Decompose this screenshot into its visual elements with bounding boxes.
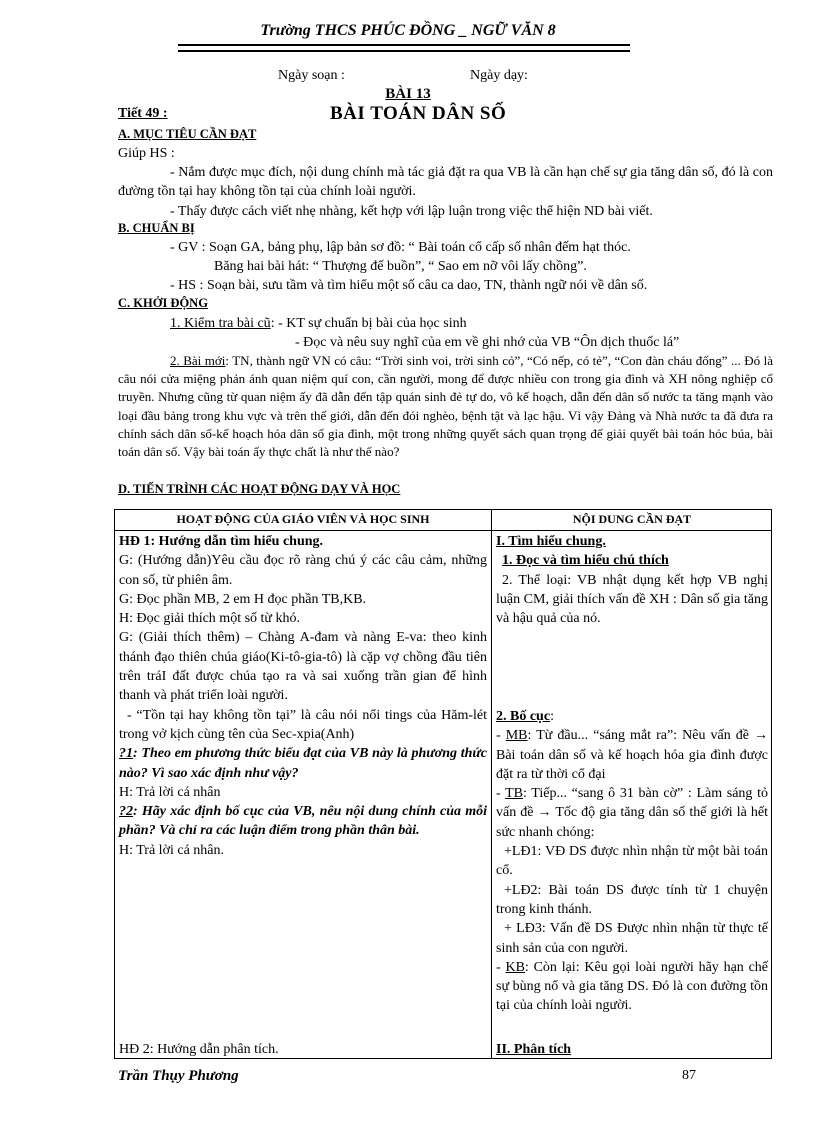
lesson-activity-table <box>114 509 772 1059</box>
activity-1-heading: HĐ 1: Hướng dẫn tìm hiểu chung. <box>119 534 324 549</box>
activities-column <box>119 532 487 860</box>
content-heading-1-1: 1. Đọc và tìm hiểu chú thích <box>502 553 669 569</box>
content-mb: - MB: Từ đầu... “sáng mắt ra”: Nêu vấn đề → Bài toán dân số và kế hoạch hóa gia đình được đặt ra từ thời cổ đại <box>496 728 769 782</box>
activity-line: H: Đọc giải thích một số từ khó. <box>119 611 301 627</box>
section-a-objective-1: - Nắm được mục đích, nội dung chính mà tác giả đặt ra qua VB là cần hạn chế sự gia tăng dân số, đó là con đường tồn tại hay không tồn tại của chính loài người. <box>118 165 773 199</box>
section-b-gv: - GV : Soạn GA, bảng phụ, lập bản sơ đồ: “ Bài toán cổ cấp số nhân đếm hạt thóc. <box>170 240 631 255</box>
new-lesson-label: 2. Bài mới <box>170 353 226 368</box>
content-heading-analysis: II. Phân tích <box>496 1042 572 1057</box>
activity-line: G: Đọc phần MB, 2 em H đọc phần TB,KB. <box>119 591 367 607</box>
content-ld3: + LĐ3: Vấn đề DS Được nhìn nhận từ thực tế sinh sản của con người. <box>496 921 768 956</box>
mb-text: : Từ đầu... “sáng mắt ra”: Nêu vấn đề → Bài toán dân số và kế hoạch hóa gia đình được đặt ra từ thời cổ đại <box>496 728 769 782</box>
check-old-lesson <box>170 315 770 334</box>
section-a-intro: Giúp HS : <box>118 146 175 161</box>
question-1-text: : Theo em phương thức biểu đạt của VB này là phương thức nào? Vì sao xác định như vậy? <box>119 746 487 781</box>
section-b-hs: - HS : Soạn bài, sưu tầm và tìm hiểu một số câu ca dao, TN, thành ngữ nói về dân số. <box>170 278 648 293</box>
check-old-lesson-1: : - KT sự chuẩn bị bài của học sinh <box>270 316 467 331</box>
lesson-title: BÀI TOÁN DÂN SỐ <box>330 103 507 124</box>
check-old-lesson-2: - Đọc và nêu suy nghĩ của em về ghi nhớ của VB “Ôn dịch thuốc lá” <box>295 335 680 350</box>
tb-label: TB <box>505 786 523 802</box>
tb-text: : Tiếp... “sang ô 31 bàn cờ” : Làm sáng tỏ vấn đề → Tốc độ gia tăng dân số thế giới là hết sức nhanh chóng: <box>496 786 768 840</box>
section-b-songs: Băng hai bài hát: “ Thượng đế buồn”, “ Sao em nỡ vôi lấy chồng”. <box>214 259 587 274</box>
colon: : <box>550 709 554 724</box>
activity-line: H: Trả lời cá nhân <box>119 784 221 800</box>
section-a-objective-2: - Thấy được cách viết nhẹ nhàng, kết hợp với lập luận trong việc thể hiện ND bài viết. <box>170 204 653 219</box>
header-divider <box>178 44 630 52</box>
content-ld2: +LĐ2: Bài toán DS được tính từ 1 chuyện trong kinh thánh. <box>496 882 768 917</box>
kb-text: : Còn lại: Kêu gọi loài người hãy hạn chế sự bùng nổ và gia tăng DS. Đó là con đường tồn tại của chính loài người. <box>496 959 768 1014</box>
page-header: Trường THCS PHÚC ĐỒNG _ NGỮ VĂN 8 <box>260 22 556 39</box>
content-heading-2: 2. Bố cục <box>496 709 551 724</box>
date-taught: Ngày dạy: <box>470 68 528 83</box>
col-header-content: NỘI DUNG CẦN ĐẠT <box>572 512 692 526</box>
col-header-activities: HOẠT ĐỘNG CỦA GIÁO VIÊN VÀ HỌC SINH <box>176 512 430 526</box>
check-old-lesson-label: 1. Kiểm tra bài cũ <box>170 316 271 331</box>
question-2-number: ?2 <box>119 804 133 820</box>
content-ld1: +LĐ1: VĐ DS được nhìn nhận từ một bài toán cổ. <box>496 844 768 879</box>
question-2-text: : Hãy xác định bố cục của VB, nêu nội dung chính của mỗi phần? Và chỉ ra các luận điểm trong phần thân bài. <box>119 804 487 839</box>
mb-label: MB <box>505 728 528 744</box>
question-1-number: ?1 <box>119 746 133 762</box>
content-kb: - KB: Còn lại: Kêu gọi loài người hãy hạn chế sự bùng nổ và gia tăng DS. Đó là con đường tồn tại của chính loài người. <box>496 959 768 1014</box>
activity-line: G: (Giải thích thêm) – Chàng A-đam và nàng E-va: theo kinh thánh đạo thiên chúa giáo(Ki-tô-gia-tô) là cặp vợ chồng đầu tiên trên tráI đất được chúa tạo ra và sai xuống trần gian để hình thanh và phát triển loài người. <box>119 630 487 704</box>
content-column <box>496 532 768 628</box>
activity-2-heading: HĐ 2: Hướng dẫn phân tích. <box>119 1042 279 1057</box>
question-1 <box>119 744 487 783</box>
activity-line: - “Tồn tại hay không tồn tại” là câu nói nổi tings của Hăm-lét trong vở kịch cùng tên của Sec-xpia(Anh) <box>119 707 487 742</box>
content-genre: 2. Thể loại: VB nhật dụng kết hợp VB nghị luận CM, giải thích vấn đề XH : Dân số gia tăng và hậu quả của nó. <box>496 572 768 627</box>
content-tb: - TB: Tiếp... “sang ô 31 bàn cờ” : Làm sáng tỏ vấn đề → Tốc độ gia tăng dân số thế giới là hết sức nhanh chóng: <box>496 786 768 840</box>
section-b-heading: B. CHUẨN BỊ <box>118 221 195 235</box>
lesson-number: BÀI 13 <box>385 86 431 102</box>
activity-line: H: Trả lời cá nhân. <box>119 842 225 858</box>
content-structure <box>496 707 768 1016</box>
period-number: Tiết 49 : <box>118 106 168 121</box>
date-prepared: Ngày soạn : <box>278 68 345 83</box>
question-2 <box>119 802 487 841</box>
section-a-heading: A. MỤC TIÊU CẦN ĐẠT <box>118 127 257 141</box>
new-lesson <box>118 352 773 461</box>
content-heading-1: I. Tìm hiểu chung. <box>496 534 606 549</box>
page-number: 87 <box>682 1068 696 1083</box>
section-c-heading: C. KHỞI ĐỘNG <box>118 296 208 310</box>
activity-line: G: (Hướng dẫn)Yêu cầu đọc rõ ràng chú ý các câu cảm, những con số, từ phiên âm. <box>119 553 487 588</box>
section-d-heading: D. TIẾN TRÌNH CÁC HOẠT ĐỘNG DẠY VÀ HỌC <box>118 482 401 496</box>
kb-label: KB <box>505 959 525 975</box>
new-lesson-text: : TN, thành ngữ VN có câu: “Trời sinh voi, trời sinh cỏ”, “Có nếp, có tẻ”, “Con đàn cháu đống” ... Đó là câu nói cửa miệng phản ánh quan niệm quí con, cần người, mong để được nhiều con trong gia đình và XH nông nghiệp cổ truyền. Nhưng cũng từ quan niệm ấy đã dẫn đến tập quán sinh đẻ tự do, vô kế hoạch, dẫn đến dân số nước ta tăng mạnh vào loại đầu bảng trong khu vực và trên thế giới, dẫn đến đói nghèo, bệnh tật và lạc hậu. Vì vậy Đảng và Nhà nước ta đã đưa ra chính sách dân số-kế hoạch hóa dân số gia đình, một trong những quyết sách quan trọng để giải quyết bài toán hóc búa, bài toán dân số. Vậy bài toán ấy thực chất là như thế nào? <box>118 353 773 460</box>
author-name: Trần Thụy Phương <box>118 1068 239 1084</box>
